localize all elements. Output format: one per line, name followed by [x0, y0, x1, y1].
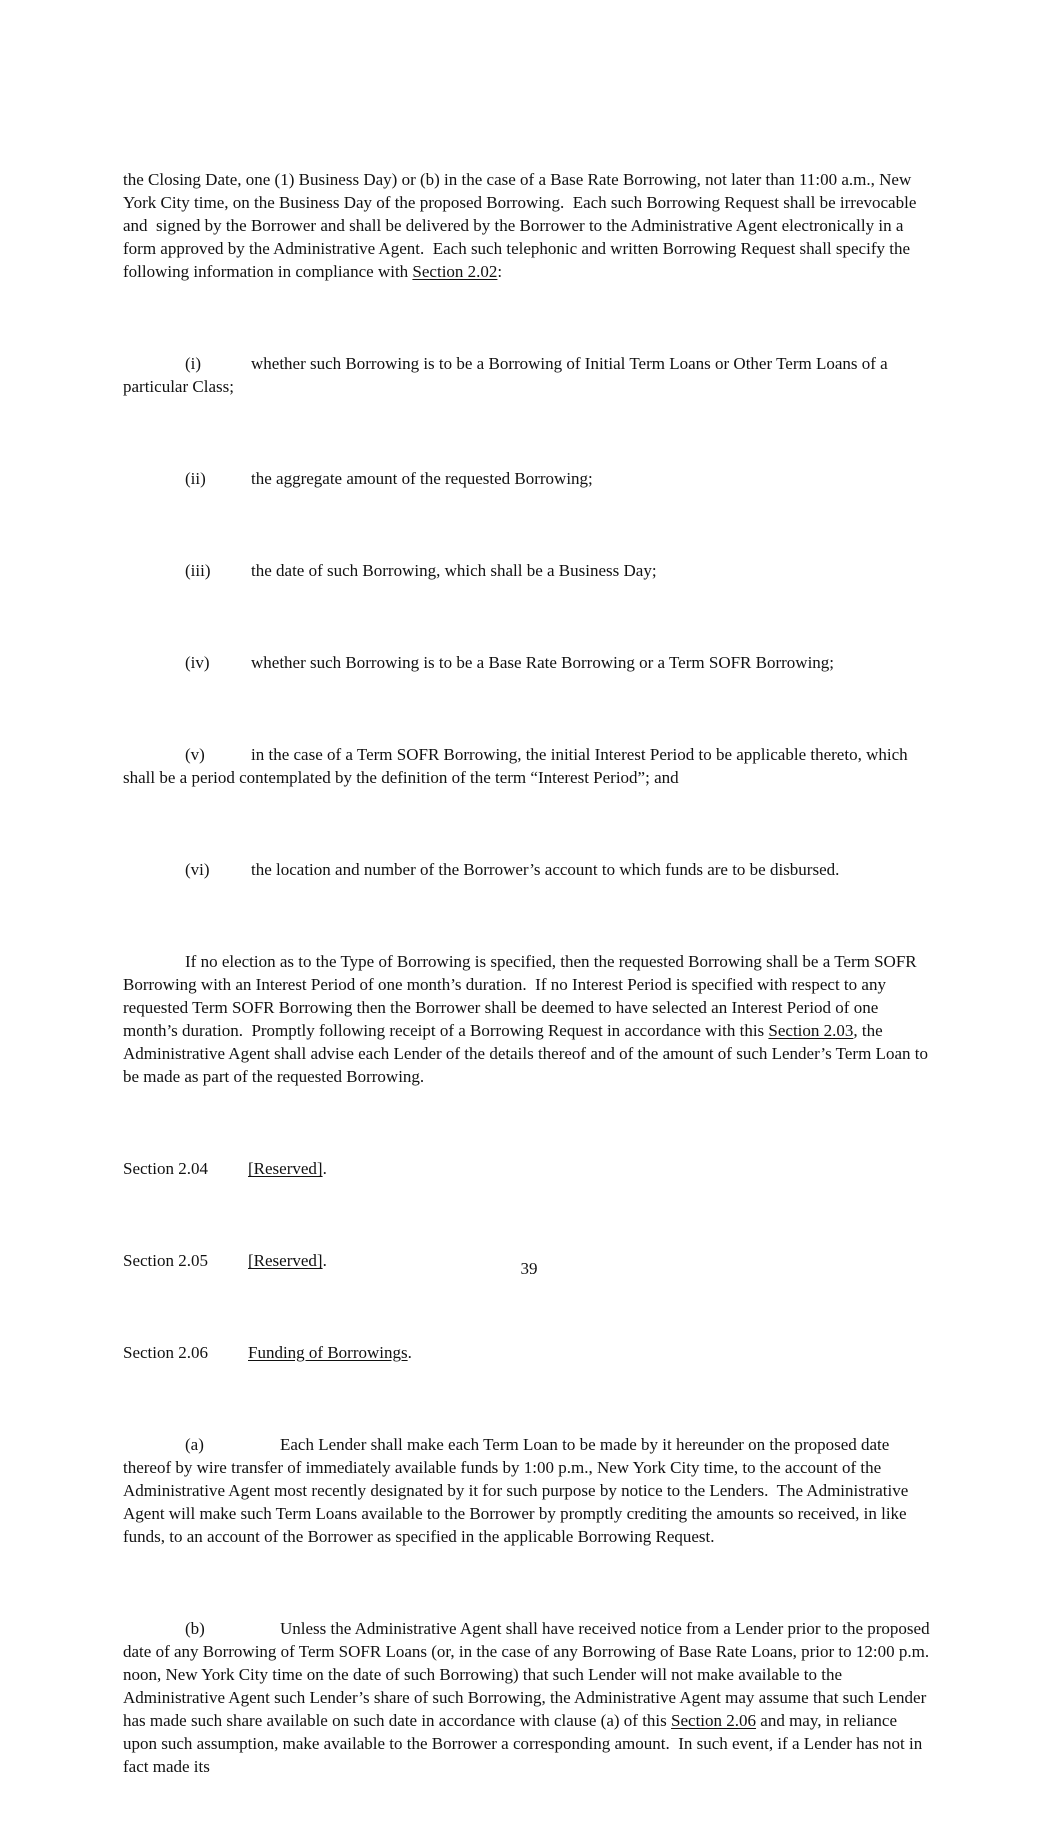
- page-number: 39: [520, 1259, 538, 1278]
- section-period-2-06: .: [407, 1343, 412, 1362]
- paragraph-b-marker: (b): [185, 1619, 205, 1638]
- section-period-2-04: .: [322, 1159, 327, 1178]
- paragraph-b: [123, 1617, 935, 1778]
- clause-item-ii: [123, 467, 935, 490]
- clause-text-iii: the date of such Borrowing, which shall be a Business Day;: [251, 561, 657, 580]
- section-2-02-reference: Section 2.02: [412, 262, 498, 281]
- clause-marker-ii: (ii): [185, 469, 206, 488]
- paragraph-intro-text: the Closing Date, one (1) Business Day) or (b) in the case of a Base Rate Borrowing, not later than 11:00 a.m., New York City time, on the Business Day of the proposed Borrowing. Each such Borrowing Request shall be irrevocable and signed by the Borrower and shall be delivered by the Borrower to the Administrative Agent electronically in a form approved by the Administrative Agent. Each such telephonic and written Borrowing Request shall specify the following information in compliance with: [123, 170, 921, 281]
- section-period-2-05: .: [322, 1251, 327, 1270]
- section-number-2-05: Section 2.05: [123, 1251, 208, 1270]
- clause-marker-v: (v): [185, 745, 205, 764]
- paragraph-b-text: Unless the Administrative Agent shall have received notice from a Lender prior to the proposed date of any Borrowing of Term SOFR Loans (or, in the case of any Borrowing of Base Rate Loans, prior to 12:00 p.m. noon, New York City time on the date of such Borrowing) that such Lender will not make available to the Administrative Agent such Lender’s share of such Borrowing, the Administrative Agent may assume that such Lender has made such share available on such date in accordance with clause (a) of this: [123, 1619, 934, 1730]
- clause-item-vi: [123, 858, 935, 881]
- clause-marker-iv: (iv): [185, 653, 210, 672]
- section-title-2-04: [Reserved]: [248, 1159, 323, 1178]
- section-number-2-04: Section 2.04: [123, 1159, 208, 1178]
- clause-item-iii: [123, 559, 935, 582]
- clause-item-iv: [123, 651, 935, 674]
- clause-text-ii: the aggregate amount of the requested Borrowing;: [251, 469, 593, 488]
- paragraph-a: [123, 1433, 935, 1548]
- clause-text-vi: the location and number of the Borrower’s account to which funds are to be disbursed.: [251, 860, 840, 879]
- clause-marker-vi: (vi): [185, 860, 210, 879]
- clause-marker-i: (i): [185, 354, 202, 373]
- section-2-06-reference: Section 2.06: [671, 1711, 757, 1730]
- section-2-03-reference: Section 2.03: [768, 1021, 854, 1040]
- section-number-2-06: Section 2.06: [123, 1343, 208, 1362]
- section-heading-2-04: [123, 1157, 935, 1180]
- page-content: [123, 122, 935, 1824]
- section-heading-2-06: [123, 1341, 935, 1364]
- paragraph-election-text-after: , the Administrative Agent shall advise each Lender of the details thereof and of the amount of such Lender’s Term Loan to be made as part of the requested Borrowing.: [123, 1021, 933, 1086]
- clause-text-iv: whether such Borrowing is to be a Base Rate Borrowing or a Term SOFR Borrowing;: [251, 653, 835, 672]
- clause-item-v: [123, 743, 935, 789]
- paragraph-a-marker: (a): [185, 1435, 204, 1454]
- paragraph-election: [123, 950, 935, 1088]
- section-title-2-06: Funding of Borrowings: [248, 1343, 408, 1362]
- paragraph-intro: [123, 168, 935, 283]
- paragraph-intro-colon: :: [497, 262, 503, 281]
- paragraph-election-text: If no election as to the Type of Borrowing is specified, then the requested Borrowing shall be a Term SOFR Borrowing with an Interest Period of one month’s duration. If no Interest Period is specified with respect to any requested Term SOFR Borrowing then the Borrower shall be deemed to have selected an Interest Period of one month’s duration. Promptly following receipt of a Borrowing Request in accordance with this: [123, 952, 921, 1040]
- clause-item-i: [123, 352, 935, 398]
- clause-marker-iii: (iii): [185, 561, 211, 580]
- paragraph-b-text-after: and may, in reliance upon such assumption, make available to the Borrower a corresponding amount. In such event, if a Lender has not in fact made its: [123, 1711, 927, 1776]
- clause-text-v: in the case of a Term SOFR Borrowing, the initial Interest Period to be applicable thereto, which shall be a period contemplated by the definition of the term “Interest Period”; and: [123, 745, 912, 787]
- clause-text-i: whether such Borrowing is to be a Borrowing of Initial Term Loans or Other Term Loans of a particular Class;: [123, 354, 892, 396]
- section-title-2-05: [Reserved]: [248, 1251, 323, 1270]
- paragraph-a-text: Each Lender shall make each Term Loan to be made by it hereunder on the proposed date thereof by wire transfer of immediately available funds by 1:00 p.m., New York City time, to the account of the Administrative Agent most recently designated by it for such purpose by notice to the Lenders. The Administrative Agent will make such Term Loans available to the Borrower by promptly crediting the amounts so received, in like funds, to an account of the Borrower as specified in the applicable Borrowing Request.: [123, 1435, 912, 1546]
